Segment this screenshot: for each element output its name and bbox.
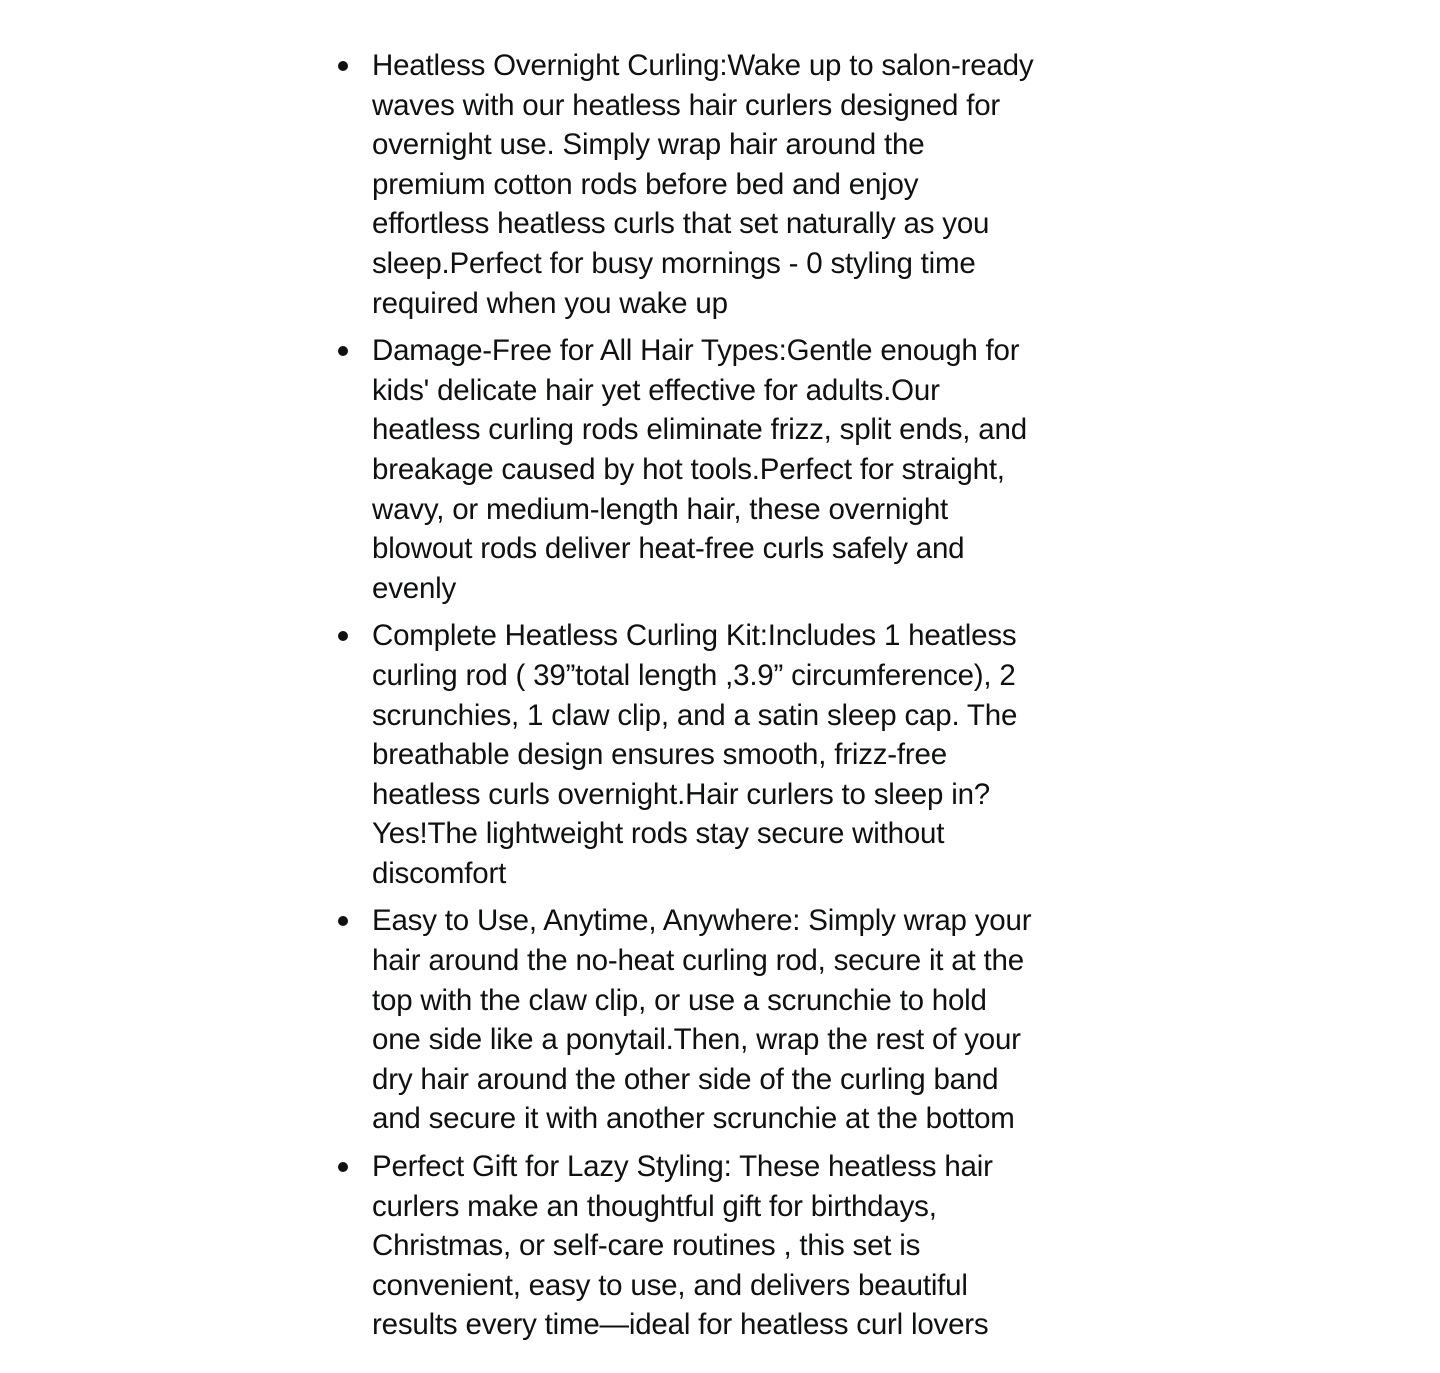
feature-item-damage-free [0, 331, 1440, 608]
feature-text-line: scrunchies, 1 claw clip, and a satin sleep cap. The [372, 698, 1018, 732]
feature-text-line: Damage-Free for All Hair Types:Gentle enough for [372, 334, 1020, 368]
feature-text-line: hair around the no-heat curling rod, secure it at the [372, 944, 1024, 978]
feature-text-line: blowout rods deliver heat-free curls safely and [372, 532, 965, 566]
feature-text-line: Yes!The lightweight rods stay secure without [372, 817, 945, 851]
feature-text-line: premium cotton rods before bed and enjoy [372, 167, 919, 201]
bullet-dot-icon [338, 631, 348, 641]
feature-text-line: heatless curls overnight.Hair curlers to sleep in? [372, 777, 990, 811]
feature-text-line: sleep.Perfect for busy mornings - 0 styling time [372, 246, 976, 280]
feature-text-line: Complete Heatless Curling Kit:Includes 1 heatless [372, 619, 1017, 653]
bullet-dot-icon [338, 61, 348, 71]
feature-text-line: Christmas, or self-care routines , this set is [372, 1229, 921, 1263]
bullet-dot-icon [338, 1162, 348, 1172]
bullet-dot-icon [338, 916, 348, 926]
feature-text-line: heatless curling rods eliminate frizz, split ends, and [372, 413, 1027, 447]
feature-text-line: waves with our heatless hair curlers designed for [372, 88, 1001, 122]
feature-text-line: wavy, or medium-length hair, these overnight [372, 492, 949, 526]
feature-text-line: dry hair around the other side of the curling band [372, 1062, 999, 1096]
feature-text-line: top with the claw clip, or use a scrunchie to hold [372, 983, 987, 1017]
feature-text-line: kids' delicate hair yet effective for adults.Our [372, 373, 940, 407]
feature-item-easy-to-use [0, 901, 1440, 1139]
feature-text-line: breathable design ensures smooth, frizz-free [372, 738, 947, 772]
feature-text-line: overnight use. Simply wrap hair around the [372, 128, 925, 162]
feature-text-line: convenient, easy to use, and delivers beautiful [372, 1268, 968, 1302]
feature-text-line: Easy to Use, Anytime, Anywhere: Simply wrap your [372, 904, 1032, 938]
feature-text-line: Perfect Gift for Lazy Styling: These heatless hair [372, 1150, 993, 1184]
feature-text-line: breakage caused by hot tools.Perfect for straight, [372, 452, 1005, 486]
feature-text-line: curling rod ( 39”total length ,3.9” circumference), 2 [372, 658, 1016, 692]
feature-text-line: discomfort [372, 856, 507, 890]
feature-text-line: results every time—ideal for heatless curl lovers [372, 1308, 989, 1342]
feature-text-line: effortless heatless curls that set naturally as you [372, 207, 990, 241]
feature-text-line: and secure it with another scrunchie at the bottom [372, 1102, 1015, 1136]
feature-text-line: required when you wake up [372, 286, 728, 320]
feature-text-line: curlers make an thoughtful gift for birthdays, [372, 1189, 937, 1223]
feature-text-line: one side like a ponytail.Then, wrap the rest of your [372, 1023, 1021, 1057]
bullet-dot-icon [338, 346, 348, 356]
feature-item-perfect-gift [0, 1147, 1440, 1345]
feature-item-complete-kit [0, 616, 1440, 893]
product-feature-list [0, 46, 1440, 1353]
feature-text-line: evenly [372, 571, 457, 605]
feature-text-line: Heatless Overnight Curling:Wake up to salon-ready [372, 49, 1034, 82]
feature-item-heatless-overnight-curling [0, 46, 1440, 323]
